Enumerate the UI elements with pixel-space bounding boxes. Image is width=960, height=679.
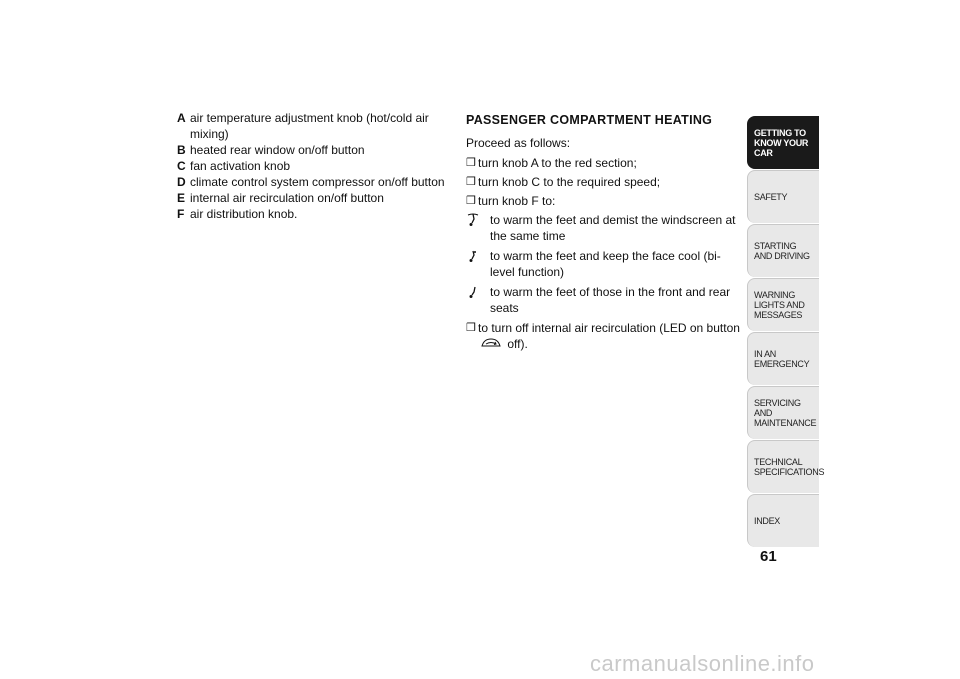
bullet-box-icon: ❒ xyxy=(466,322,476,334)
feet-windscreen-icon xyxy=(466,212,490,228)
legend-key: A xyxy=(177,111,186,125)
tab-starting-and-driving[interactable]: STARTING AND DRIVING xyxy=(747,224,819,277)
section-heading: PASSENGER COMPARTMENT HEATING xyxy=(466,113,713,127)
feet-icon xyxy=(466,284,490,300)
tab-getting-to-know-your-car[interactable]: GETTING TO KNOW YOUR CAR xyxy=(747,116,819,169)
chapter-tabs xyxy=(747,116,825,548)
legend-text: air distribution knob. xyxy=(190,207,298,221)
section-intro: Proceed as follows: xyxy=(466,136,571,150)
page-number: 61 xyxy=(760,548,777,565)
legend-key: B xyxy=(177,143,186,157)
legend-item-f xyxy=(177,206,457,222)
tab-index[interactable]: INDEX xyxy=(747,494,819,547)
recirculation-icon xyxy=(480,337,502,353)
step-item xyxy=(466,174,742,190)
step-item xyxy=(466,320,742,353)
legend-item-d xyxy=(177,174,457,190)
legend-key: E xyxy=(177,191,186,205)
option-text: to warm the feet and keep the face cool (bi-level function) xyxy=(490,249,721,279)
legend-text: climate control system compressor on/off button xyxy=(190,175,445,189)
tab-servicing[interactable]: SERVICING AND MAINTENANCE xyxy=(747,386,819,439)
legend-item-b xyxy=(177,142,457,158)
distribution-option xyxy=(466,248,742,280)
heating-section xyxy=(466,112,742,356)
step-text: turn knob C to the required speed; xyxy=(478,175,661,189)
option-text: to warm the feet and demist the windscreen at the same time xyxy=(490,213,736,243)
legend-text: air temperature adjustment knob (hot/cold air mixing) xyxy=(190,111,429,141)
legend-item-c xyxy=(177,158,457,174)
step-text: turn knob A to the red section; xyxy=(478,156,637,170)
distribution-option xyxy=(466,212,742,244)
legend-key: F xyxy=(177,207,185,221)
component-legend xyxy=(177,110,457,222)
watermark: carmanualsonline.info xyxy=(590,651,815,676)
tab-warning-lights[interactable]: WARNING LIGHTS AND MESSAGES xyxy=(747,278,819,331)
step-text: turn knob F to: xyxy=(478,194,556,208)
legend-text: internal air recirculation on/off button xyxy=(190,191,384,205)
step-item xyxy=(466,155,742,171)
tab-safety[interactable]: SAFETY xyxy=(747,170,819,223)
bullet-box-icon: ❒ xyxy=(466,176,476,188)
bullet-box-icon: ❒ xyxy=(466,195,476,207)
bullet-box-icon: ❒ xyxy=(466,157,476,169)
legend-key: D xyxy=(177,175,186,189)
feet-face-icon xyxy=(466,248,490,264)
legend-item-a xyxy=(177,110,457,142)
step-item xyxy=(466,193,742,209)
tab-in-an-emergency[interactable]: IN AN EMERGENCY xyxy=(747,332,819,385)
distribution-option xyxy=(466,284,742,316)
legend-text: heated rear window on/off button xyxy=(190,143,365,157)
tab-technical-specifications[interactable]: TECHNICAL SPECIFICATIONS xyxy=(747,440,819,493)
legend-item-e xyxy=(177,190,457,206)
legend-key: C xyxy=(177,159,186,173)
step-text: to turn off internal air recirculation (LED on button off). xyxy=(478,321,740,351)
legend-text: fan activation knob xyxy=(190,159,291,173)
option-text: to warm the feet of those in the front and rear seats xyxy=(490,285,731,315)
